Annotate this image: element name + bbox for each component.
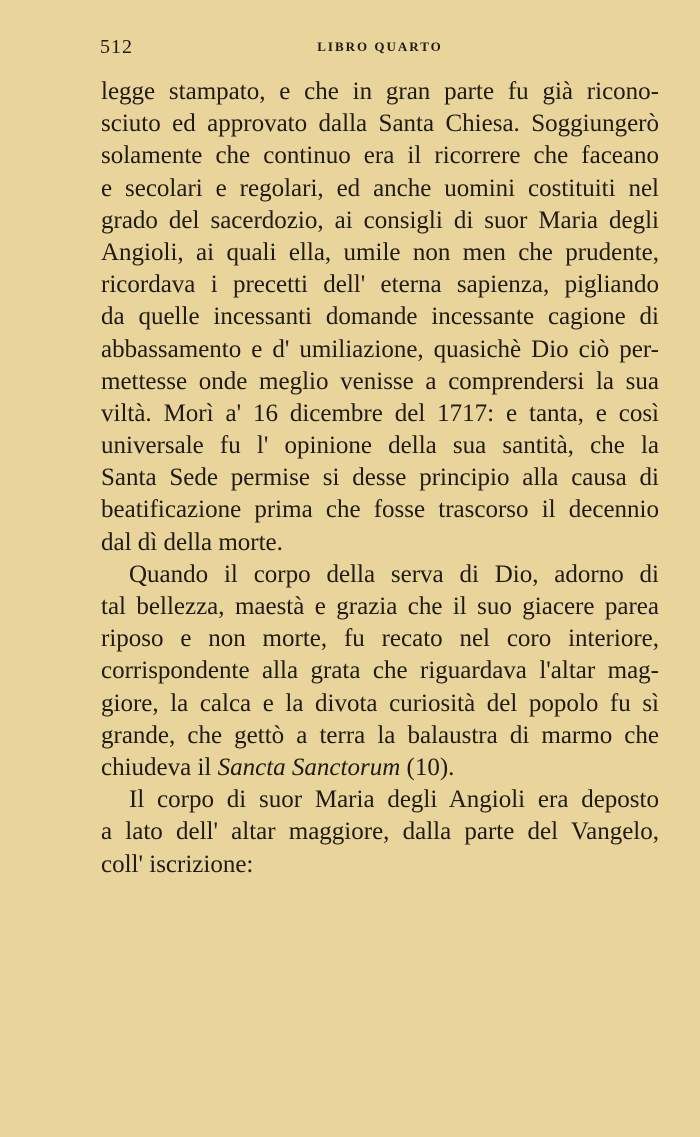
text-line: grande, che gettò a terra la balaustra di marmo che [101,721,659,749]
text-line: abbassamento e d' umiliazione, quasichè Dio ciò per- [101,335,659,363]
text-line [101,752,659,784]
text-line: universale fu l' opinione della sua santità, che la [101,432,659,460]
text-line: Angioli, ai quali ella, umile non men che prudente, [101,238,659,266]
text-run: (10). [400,753,455,781]
text-line: Il corpo di suor Maria degli Angioli era deposto [129,786,659,814]
text-line: corrispondente alla grata che riguardava l'altar mag- [101,657,659,685]
text-line: Santa Sede permise si desse principio alla causa di [101,464,659,492]
paragraph-2 [101,559,659,784]
text-line: a lato dell' altar maggiore, dalla parte del Vangelo, [101,818,659,846]
paragraph-3 [101,784,659,881]
text-line: ricordava i precetti dell' eterna sapienza, pigliando [101,271,659,299]
text-line: e secolari e regolari, ed anche uomini costituiti nel [101,174,659,202]
text-line: beatificazione prima che fosse trascorso il decennio [101,496,659,524]
page-header [100,36,660,60]
text-line: coll' iscrizione: [101,850,254,878]
text-line: tal bellezza, maestà e grazia che il suo giacere parea [101,593,659,620]
text-line: riposo e non morte, fu recato nel coro interiore, [101,625,659,653]
text-run: chiudeva il [101,753,218,781]
page-number: 512 [100,36,133,58]
text-line: sciuto ed approvato dalla Santa Chiesa. Soggiungerò [101,110,659,138]
text-line: giore, la calca e la divota curiosità del popolo fu sì [101,689,659,717]
paragraph-1 [101,76,659,559]
text-line: Quando il corpo della serva di Dio, adorno di [129,560,659,588]
text-line: viltà. Morì a' 16 dicembre del 1717: e tanta, e così [101,399,659,427]
italic-phrase: Sancta Sanctorum [217,753,401,781]
text-line: dal dì della morte. [101,528,283,556]
text-line: da quelle incessanti domande incessante cagione di [101,303,659,331]
text-line: grado del sacerdozio, ai consigli di suor Maria degli [101,206,659,234]
body-text [101,76,659,881]
text-line: legge stampato, e che in gran parte fu già ricono- [101,78,659,105]
text-line: solamente che continuo era il ricorrere che faceano [101,142,659,170]
text-line: mettesse onde meglio venisse a comprendersi la sua [101,367,659,395]
running-title: LIBRO QUARTO [317,39,443,54]
